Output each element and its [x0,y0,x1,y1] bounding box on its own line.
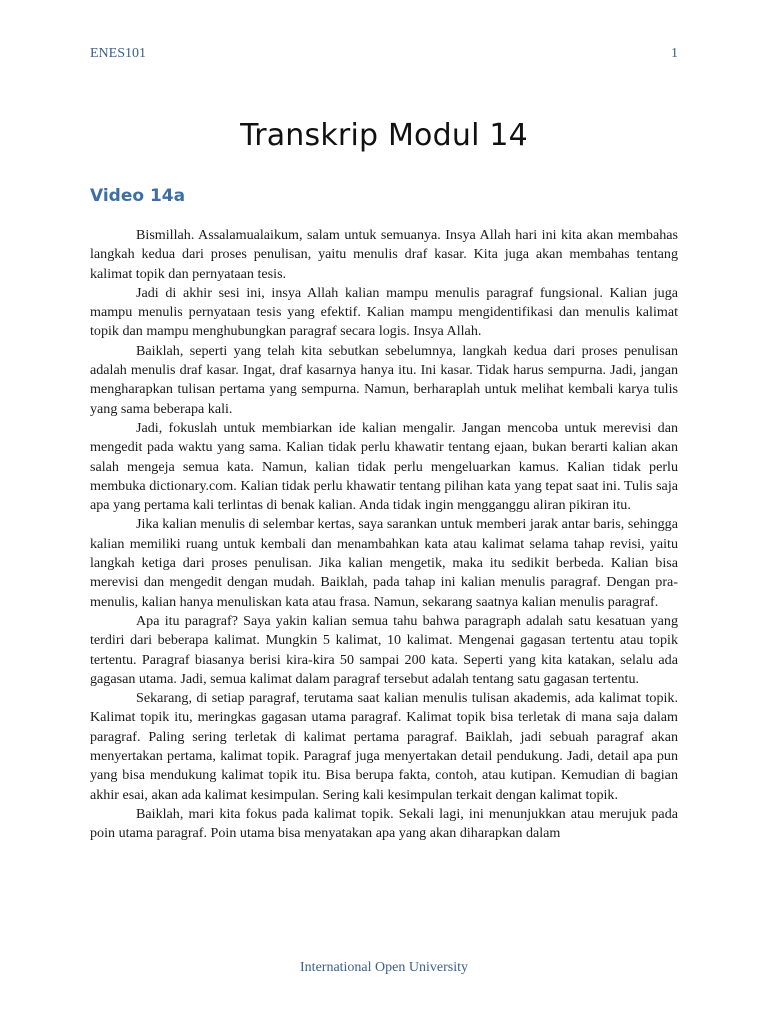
paragraph: Baiklah, seperti yang telah kita sebutkan sebelumnya, langkah kedua dari proses penulisan adalah menulis draf kasar. Ingat, draf kasarnya hanya itu. Ini kasar. Tidak harus sempurna. Jadi, jangan mengharapkan tulisan pertama yang sempurna. Namun, berharaplah untuk melihat kembali karya tulis yang sama beberapa kali. [90,342,678,417]
paragraph: Baiklah, mari kita fokus pada kalimat topik. Sekali lagi, ini menunjukkan atau merujuk pada poin utama paragraf. Poin utama bisa menyatakan apa yang akan diharapkan dalam [90,805,678,842]
paragraph: Bismillah. Assalamualaikum, salam untuk semuanya. Insya Allah hari ini kita akan membahas langkah kedua dari proses penulisan, yaitu menulis draf kasar. Kita juga akan membahas tentang kalimat topik dan pernyataan tesis. [90,227,678,282]
document-title: Transkrip Modul 14 [240,118,528,154]
running-footer: International Open University [300,960,468,975]
paragraph: Jika kalian menulis di selembar kertas, saya sarankan untuk memberi jarak antar baris, sehingga kalian memiliki ruang untuk kembali dan menambahkan kata atau kalimat selama tahap revisi, yaitu langkah ketiga dari proses penulisan. Jika kalian mengetik, maka itu sedikit berbeda. Kalian bisa merevisi dan mengedit dengan mudah. Baiklah, pada tahap ini kalian menulis paragraf. Dengan pra-menulis, kalian hanya menuliskan kata atau frasa. Namun, sekarang saatnya kalian menulis paragraf. [90,516,678,610]
paragraph: Jadi, fokuslah untuk membiarkan ide kalian mengalir. Jangan mencoba untuk merevisi dan mengedit pada waktu yang sama. Kalian tidak perlu khawatir tentang ejaan, bukan berarti kalian akan salah mengeja semua kata. Namun, kalian tidak perlu mengeluarkan kamus. Kalian tidak perlu membuka dictionary.com. Kalian tidak perlu khawatir tentang pilihan kata yang tepat saat ini. Tulis saja apa yang pertama kali terlintas di benak kalian. Anda tidak ingin mengganggu aliran pikiran itu. [90,419,678,514]
paragraph: Sekarang, di setiap paragraf, terutama saat kalian menulis tulisan akademis, ada kalimat topik. Kalimat topik itu, meringkas gagasan utama paragraf. Kalimat topik bisa terletak di mana saja dalam paragraf. Paling sering terletak di kalimat pertama paragraf. Baiklah, jadi sebuah paragraf akan menyertakan pertama, kalimat topik. Paragraf juga menyertakan detail pendukung. Jadi, detail apa pun yang bisa mendukung kalimat topik itu. Bisa berupa fakta, contoh, atau kutipan. Kemudian di bagian akhir esai, akan ada kalimat kesimpulan. Sering kali kesimpulan terkait dengan kalimat topik. [90,690,678,803]
paragraph: Jadi di akhir sesi ini, insya Allah kalian mampu menulis paragraf fungsional. Kalian juga mampu menulis pernyataan tesis yang efektif. Kalian mampu mengidentifikasi dan menulis kalimat topik dan mampu menghubungkan paragraf secara logis. Insya Allah. [90,284,678,340]
transcript-body [90,226,678,844]
section-heading: Video 14a [90,186,186,207]
running-header-course-code: ENES101 [90,46,146,61]
paragraph: Apa itu paragraf? Saya yakin kalian semua tahu bahwa paragraph adalah satu kesatuan yang terdiri dari beberapa kalimat. Mungkin 5 kalimat, 10 kalimat. Mengenai gagasan tertentu atau topik tertentu. Paragraf biasanya berisi kira-kira 50 sampai 200 kata. Seperti yang kita katakan, selalu ada gagasan utama. Jadi, semua kalimat dalam paragraf tersebut adalah tentang satu gagasan tertentu. [90,612,678,687]
page-number: 1 [671,46,678,61]
